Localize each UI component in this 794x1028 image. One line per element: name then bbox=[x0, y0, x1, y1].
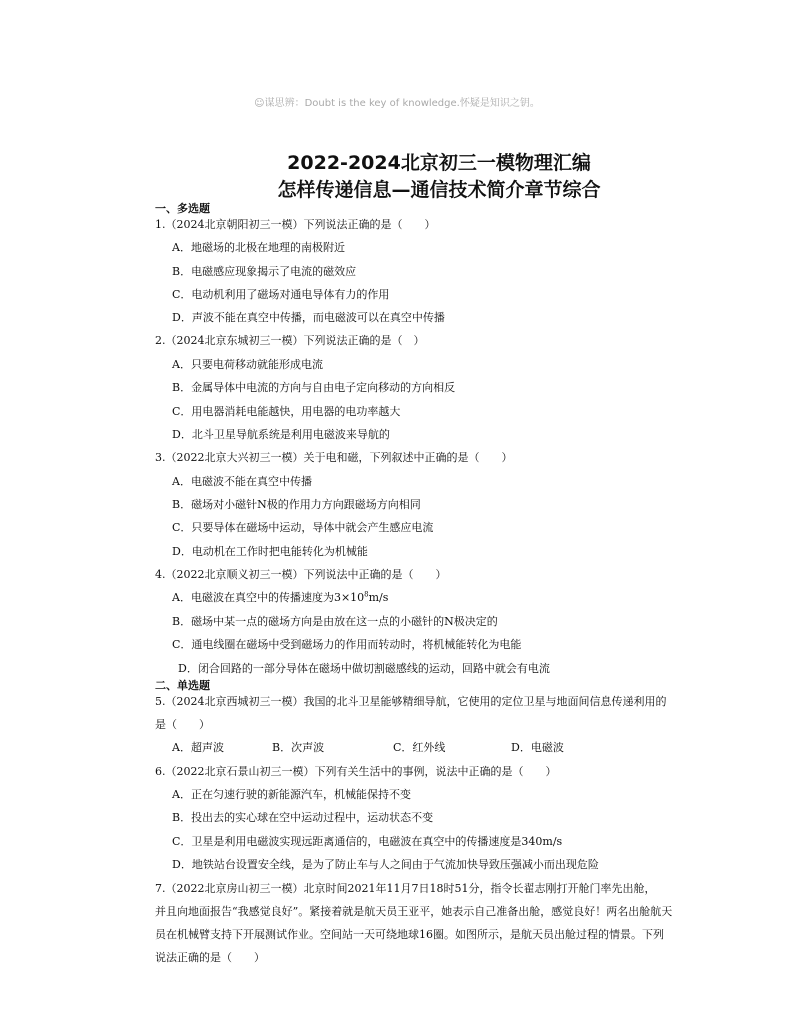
question-5-option-a: A．超声波 bbox=[172, 741, 224, 754]
watermark: ☺谋思辨：Doubt is the key of knowledge.怀疑是知识之钥。 bbox=[254, 98, 540, 109]
section-heading-single-choice: 二、单选题 bbox=[155, 679, 210, 692]
question-5-option-b: B．次声波 bbox=[272, 741, 325, 754]
question-2-option-d: D．北斗卫星导航系统是利用电磁波来导航的 bbox=[172, 428, 390, 441]
question-6-option-a: A．正在匀速行驶的新能源汽车，机械能保持不变 bbox=[172, 788, 411, 801]
question-1-option-d: D．声波不能在真空中传播，而电磁波可以在真空中传播 bbox=[172, 311, 445, 324]
question-5-option-d: D．电磁波 bbox=[511, 741, 564, 754]
question-1-option-c: C．电动机利用了磁场对通电导体有力的作用 bbox=[172, 288, 390, 301]
question-4-option-b: B．磁场中某一点的磁场方向是由放在这一点的小磁针的N极决定的 bbox=[172, 615, 498, 628]
question-4-stem: 4.（2022北京顺义初三一模）下列说法中正确的是（ ） bbox=[155, 568, 447, 581]
question-4-option-d: D．闭合回路的一部分导体在磁场中做切割磁感线的运动，回路中就会有电流 bbox=[178, 662, 550, 675]
section-heading-multiple-choice: 一、多选题 bbox=[155, 202, 210, 215]
question-6-option-b: B．投出去的实心球在空中运动过程中，运动状态不变 bbox=[172, 811, 434, 824]
question-2-stem: 2.（2024北京东城初三一模）下列说法正确的是（ ） bbox=[155, 334, 425, 347]
question-6-option-d: D．地铁站台设置安全线，是为了防止车与人之间由于气流加快导致压强减小而出现危险 bbox=[172, 858, 599, 871]
question-7-line3: 员在机械臂支持下开展测试作业。空间站一天可绕地球16圈。如图所示，是航天员出舱过程的情景。下列 bbox=[155, 928, 664, 941]
question-7-line4: 说法正确的是（ ） bbox=[155, 951, 265, 964]
question-3-option-a: A．电磁波不能在真空中传播 bbox=[172, 475, 312, 488]
question-4-option-c: C．通电线圈在磁场中受到磁场力的作用而转动时，将机械能转化为电能 bbox=[172, 638, 522, 651]
question-4-option-a bbox=[172, 589, 388, 605]
question-7-line1: 7.（2022北京房山初三一模）北京时间2021年11月7日18时51分，指令长翟志刚打开舱门率先出舱， bbox=[155, 882, 656, 895]
question-3-option-c: C．只要导体在磁场中运动，导体中就会产生感应电流 bbox=[172, 521, 434, 534]
question-6-option-c: C．卫星是利用电磁波实现远距离通信的，电磁波在真空中的传播速度是340m/s bbox=[172, 835, 563, 848]
document-title: 2022-2024北京初三一模物理汇编 bbox=[287, 152, 591, 174]
question-3-stem: 3.（2022北京大兴初三一模）关于电和磁，下列叙述中正确的是（ ） bbox=[155, 451, 513, 464]
question-3-option-d: D．电动机在工作时把电能转化为机械能 bbox=[172, 545, 368, 558]
question-1-stem: 1.（2024北京朝阳初三一模）下列说法正确的是（ ） bbox=[155, 218, 436, 231]
question-3-option-b: B．磁场对小磁针N极的作用力方向跟磁场方向相同 bbox=[172, 498, 421, 511]
document-subtitle: 怎样传递信息—通信技术简介章节综合 bbox=[277, 179, 601, 201]
question-1-option-a: A．地磁场的北极在地理的南极附近 bbox=[172, 241, 345, 254]
question-7-line2: 并且向地面报告“我感觉良好”。紧接着就是航天员王亚平，她表示自己准备出舱，感觉良好！两名出舱航天 bbox=[155, 905, 673, 918]
question-5-stem-line1: 5.（2024北京西城初三一模）我国的北斗卫星能够精细导航，它使用的定位卫星与地面间信息传递利用的 bbox=[155, 695, 667, 708]
question-1-option-b: B．电磁感应现象揭示了电流的磁效应 bbox=[172, 265, 357, 278]
question-2-option-b: B．金属导体中电流的方向与自由电子定向移动的方向相反 bbox=[172, 381, 456, 394]
q4-a-unit: m/s bbox=[368, 591, 389, 604]
question-6-stem: 6.（2022北京石景山初三一模）下列有关生活中的事例，说法中正确的是（ ） bbox=[155, 765, 557, 778]
question-5-stem-line2: 是（ ） bbox=[155, 718, 210, 731]
question-2-option-a: A．只要电荷移动就能形成电流 bbox=[172, 358, 323, 371]
q4-a-text: A．电磁波在真空中的传播速度为3×10 bbox=[172, 591, 365, 604]
question-5-option-c: C．红外线 bbox=[393, 741, 446, 754]
q4-a-exponent: 8 bbox=[364, 590, 369, 599]
question-2-option-c: C．用电器消耗电能越快，用电器的电功率越大 bbox=[172, 405, 401, 418]
